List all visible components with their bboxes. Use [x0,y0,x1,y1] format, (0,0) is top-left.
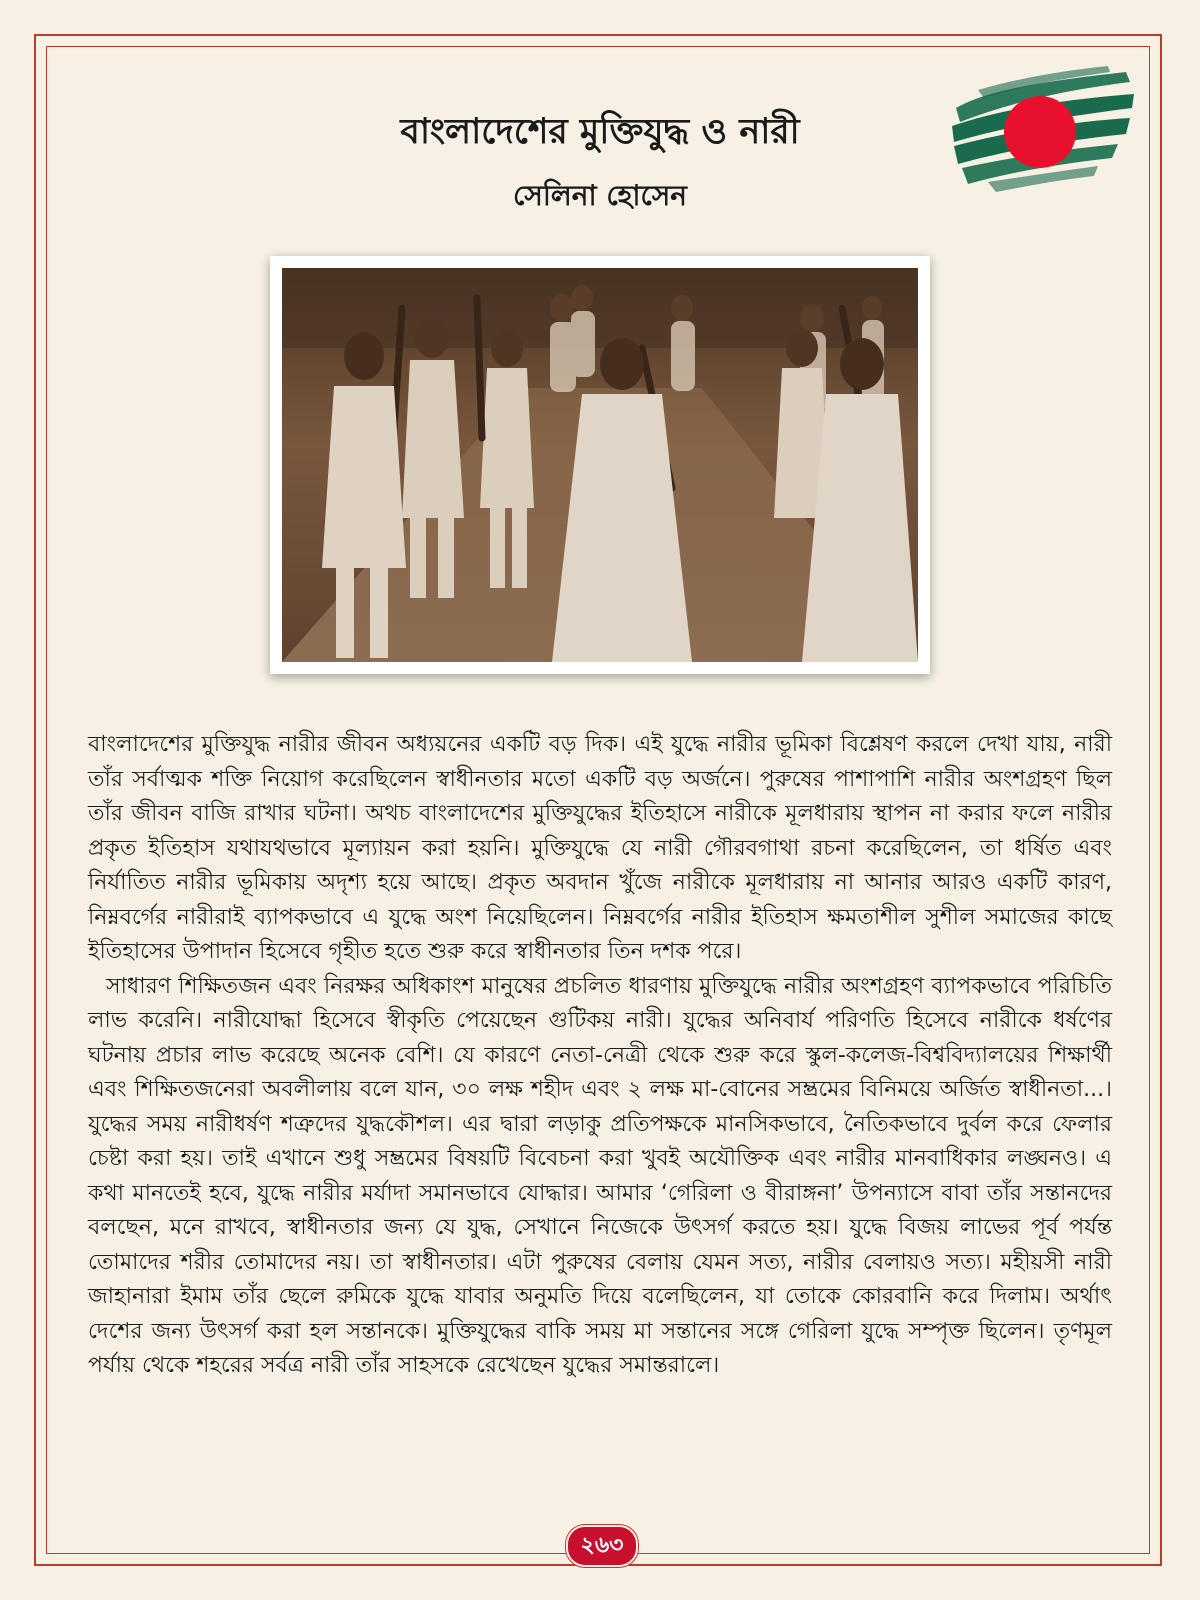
article-paragraph-2: সাধারণ শিক্ষিতজন এবং নিরক্ষর অধিকাংশ মানুষের প্রচলিত ধারণায় মুক্তিযুদ্ধে নারীর অংশগ্রহণ ব্যাপকভাবে পরিচিতি লাভ করেনি। নারীযোদ্ধা হিসেবে স্বীকৃতি পেয়েছেন গুটিকয় নারী। যুদ্ধের অনিবার্য পরিণতি হিসেবে নারীকে ধর্ষণের ঘটনায় প্রচার লাভ করেছে অনেক বেশি। যে কারণে নেতা-নেত্রী থেকে শুরু করে স্কুল-কলেজ-বিশ্ববিদ্যালয়ের শিক্ষার্থী এবং শিক্ষিতজনেরা অবলীলায় বলে যান, ৩০ লক্ষ শহীদ এবং ২ লক্ষ মা-বোনের সম্ভ্রমের বিনিময়ে অর্জিত স্বাধীনতা...। যুদ্ধের সময় নারীধর্ষণ শত্রুদের যুদ্ধকৌশল। এর দ্বারা লড়াকু প্রতিপক্ষকে মানসিকভাবে, নৈতিকভাবে দুর্বল করে ফেলার চেষ্টা করা হয়। তাই এখানে শুধু সম্ভ্রমের বিষয়টি বিবেচনা করা খুবই অযৌক্তিক এবং নারীর মানবাধিকার লঙ্ঘনও। এ কথা মানতেই হবে, যুদ্ধে নারীর মর্যাদা সমানভাবে যোদ্ধার। আমার ‘গেরিলা ও বীরাঙ্গনা’ উপন্যাসে বাবা তাঁর সন্তানদের বলছেন, মনে রাখবে, স্বাধীনতার জন্য যে যুদ্ধ, সেখানে নিজেকে উৎসর্গ করতে হয়। যুদ্ধে বিজয় লাভের পূর্ব পর্যন্ত তোমাদের শরীর তোমাদের নয়। তা স্বাধীনতার। এটা পুরুষের বেলায় যেমন সত্য, নারীর বেলায়ও সত্য। মহীয়সী নারী জাহানারা ইমাম তাঁর ছেলে রুমিকে যুদ্ধে যাবার অনুমতি দিয়ে বলেছিলেন, যা তোকে কোরবানি করে দিলাম। অর্থাৎ দেশের জন্য উৎসর্গ করা হল সন্তানকে। মুক্তিযুদ্ধের বাকি সময় মা সন্তানের সঙ্গে গেরিলা যুদ্ধে সম্পৃক্ত ছিলেন। তৃণমূল পর্যায় থেকে শহরের সর্বত্র নারী তাঁর সাহসকে রেখেছেন যুদ্ধের সমান্তরালে। [88,973,1112,1378]
article-author: সেলিনা হোসেন [513,179,687,212]
article-title: বাংলাদেশের মুক্তিযুদ্ধ ও নারী [400,112,800,152]
article-paragraph-1: বাংলাদেশের মুক্তিযুদ্ধ নারীর জীবন অধ্যয়নের একটি বড় দিক। এই যুদ্ধে নারীর ভূমিকা বিশ্লেষণ করলে দেখা যায়, নারী তাঁর সর্বাত্মক শক্তি নিয়োগ করেছিলেন স্বাধীনতার মতো একটি বড় অর্জনে। পুরুষের পাশাপাশি নারীর অংশগ্রহণ ছিল তাঁর জীবন বাজি রাখার ঘটনা। অথচ বাংলাদেশের মুক্তিযুদ্ধের ইতিহাসে নারীকে মূলধারায় স্থাপন না করার ফলে নারীর প্রকৃত ইতিহাস যথাযথভাবে মূল্যায়ন করা হয়নি। মুক্তিযুদ্ধে যে নারী গৌরবগাথা রচনা করেছিলেন, তা ধর্ষিত এবং নির্যাতিত নারীর ভূমিকায় অদৃশ্য হয়ে আছে। প্রকৃত অবদান খুঁজে নারীকে মূলধারায় না আনার আরও একটি কারণ, নিম্নবর্গের নারীরাই ব্যাপকভাবে এ যুদ্ধে অংশ নিয়েছিলেন। নিম্নবর্গের নারীর ইতিহাস ক্ষমতাশীল সুশীল সমাজের কাছে ইতিহাসের উপাদান হিসেবে গৃহীত হতে শুরু করে স্বাধীনতার তিন দশক পরে। [88,732,1112,964]
women-freedom-fighters-photo [282,268,918,662]
page-number: ২৬৩ [566,1525,638,1567]
photo-frame [270,256,930,674]
article-body [88,728,1112,1384]
